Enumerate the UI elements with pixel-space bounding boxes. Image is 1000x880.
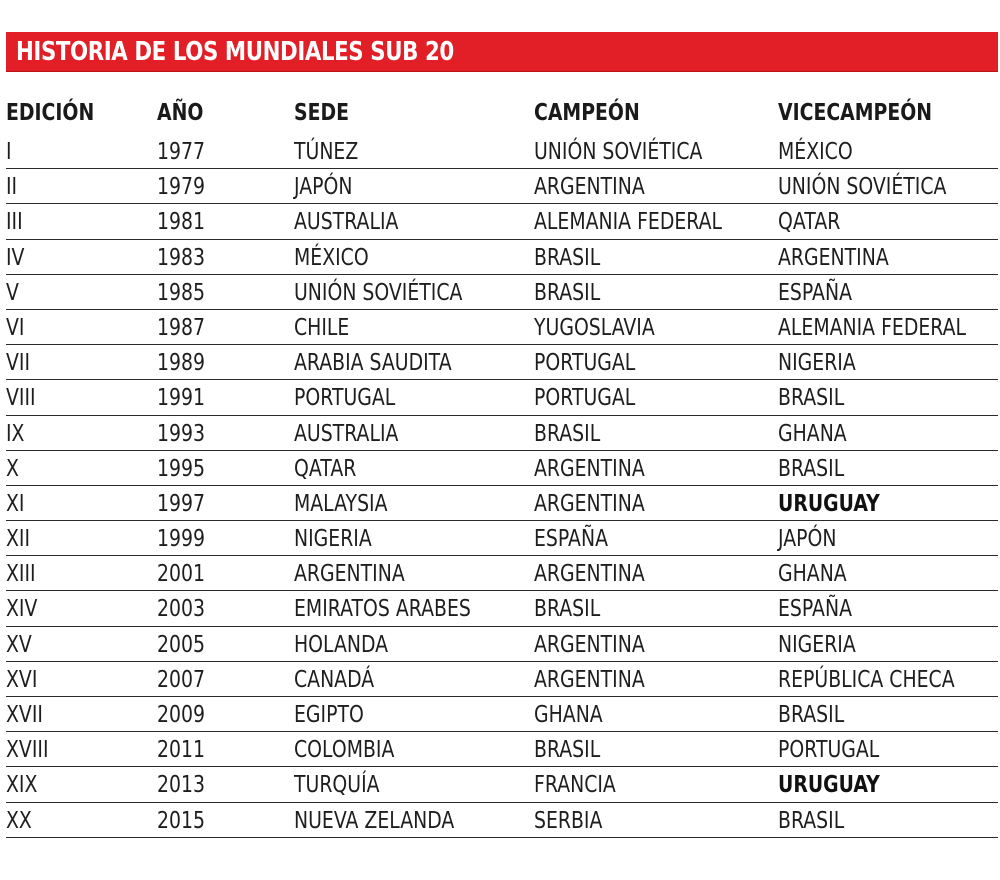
cell-anio: 1995 — [157, 455, 206, 482]
cell-campeon: BRASIL — [534, 420, 601, 447]
cell-vicecampeon: PORTUGAL — [778, 737, 880, 764]
cell-sede: EGIPTO — [294, 702, 364, 728]
table-body — [6, 134, 998, 838]
cell-sede: PORTUGAL — [294, 385, 396, 412]
table-row — [6, 803, 998, 838]
cell-anio: 2011 — [157, 737, 206, 764]
cell-campeon: ALEMANIA FEDERAL — [534, 209, 723, 236]
cell-campeon: BRASIL — [534, 244, 601, 271]
cell-campeon: ESPAÑA — [534, 526, 608, 553]
column-header-edicion: EDICIÓN — [6, 100, 95, 126]
cell-edicion: XVII — [6, 702, 43, 728]
cell-anio: 2001 — [157, 561, 206, 588]
table-row — [6, 732, 998, 767]
cell-anio: 2013 — [157, 772, 206, 799]
cell-anio: 2005 — [157, 631, 206, 658]
cell-campeon: PORTUGAL — [534, 350, 636, 377]
cell-anio: 1997 — [157, 490, 206, 517]
cell-sede: MALAYSIA — [294, 490, 388, 517]
cell-sede: QATAR — [294, 455, 357, 482]
cell-edicion: XVIII — [6, 737, 49, 764]
cell-edicion: XI — [6, 490, 25, 517]
cell-sede: CANADÁ — [294, 666, 375, 693]
cell-sede: NIGERIA — [294, 526, 372, 553]
cell-campeon: ARGENTINA — [534, 174, 645, 201]
table-row — [6, 591, 998, 626]
table-row — [6, 204, 998, 239]
cell-campeon: BRASIL — [534, 279, 601, 306]
cell-sede: COLOMBIA — [294, 737, 395, 764]
results-table — [6, 94, 998, 838]
cell-vicecampeon: GHANA — [778, 561, 847, 588]
cell-edicion: XIX — [6, 772, 38, 799]
cell-anio: 1985 — [157, 279, 206, 306]
cell-sede: MÉXICO — [294, 244, 369, 271]
cell-anio: 2007 — [157, 666, 206, 693]
table-row — [6, 486, 998, 521]
cell-edicion: XX — [6, 807, 32, 834]
table-row — [6, 556, 998, 591]
cell-anio: 1989 — [157, 350, 206, 377]
cell-edicion: XIV — [6, 596, 38, 623]
cell-anio: 1977 — [157, 139, 206, 165]
table-row — [6, 451, 998, 486]
table-row — [6, 416, 998, 451]
cell-edicion: II — [6, 174, 18, 201]
cell-edicion: VIII — [6, 385, 36, 412]
cell-edicion: XIII — [6, 561, 36, 588]
page-title: HISTORIA DE LOS MUNDIALES SUB 20 — [16, 37, 454, 67]
column-header-campeon: CAMPEÓN — [534, 100, 640, 126]
cell-vicecampeon: URUGUAY — [778, 772, 880, 799]
cell-vicecampeon: UNIÓN SOVIÉTICA — [778, 174, 947, 201]
cell-sede: ARGENTINA — [294, 561, 405, 588]
cell-anio: 1999 — [157, 526, 206, 553]
cell-vicecampeon: ESPAÑA — [778, 596, 852, 623]
table-row — [6, 275, 998, 310]
cell-campeon: YUGOSLAVIA — [534, 314, 655, 341]
cell-campeon: BRASIL — [534, 737, 601, 764]
cell-anio: 1983 — [157, 244, 206, 271]
table-row — [6, 240, 998, 275]
cell-campeon: BRASIL — [534, 596, 601, 623]
column-header-anio: AÑO — [157, 100, 204, 126]
column-header-sede: SEDE — [294, 100, 350, 126]
cell-campeon: GHANA — [534, 702, 603, 728]
cell-vicecampeon: BRASIL — [778, 702, 845, 728]
cell-anio: 1987 — [157, 314, 206, 341]
cell-sede: UNIÓN SOVIÉTICA — [294, 279, 463, 306]
cell-edicion: XII — [6, 526, 31, 553]
cell-vicecampeon: QATAR — [778, 209, 841, 236]
cell-campeon: SERBIA — [534, 807, 603, 834]
table-row — [6, 697, 998, 732]
cell-campeon: UNIÓN SOVIÉTICA — [534, 139, 703, 165]
cell-sede: NUEVA ZELANDA — [294, 807, 455, 834]
cell-sede: CHILE — [294, 314, 350, 341]
cell-anio: 2015 — [157, 807, 206, 834]
cell-vicecampeon: REPÚBLICA CHECA — [778, 666, 955, 693]
table-row — [6, 521, 998, 556]
cell-anio: 1981 — [157, 209, 206, 236]
cell-vicecampeon: ESPAÑA — [778, 279, 852, 306]
cell-vicecampeon: ARGENTINA — [778, 244, 889, 271]
cell-campeon: ARGENTINA — [534, 561, 645, 588]
cell-anio: 1979 — [157, 174, 206, 201]
cell-vicecampeon: NIGERIA — [778, 631, 856, 658]
cell-sede: TURQUÍA — [294, 772, 380, 799]
cell-vicecampeon: JAPÓN — [778, 526, 837, 553]
cell-edicion: III — [6, 209, 23, 236]
cell-edicion: VI — [6, 314, 25, 341]
table-row — [6, 345, 998, 380]
cell-vicecampeon: ALEMANIA FEDERAL — [778, 314, 967, 341]
cell-anio: 2003 — [157, 596, 206, 623]
cell-edicion: IV — [6, 244, 25, 271]
cell-campeon: FRANCIA — [534, 772, 616, 799]
cell-sede: EMIRATOS ARABES — [294, 596, 471, 623]
cell-edicion: V — [6, 279, 19, 306]
table-row — [6, 767, 998, 802]
cell-vicecampeon: BRASIL — [778, 455, 845, 482]
cell-sede: JAPÓN — [294, 174, 353, 201]
table-row — [6, 380, 998, 415]
cell-edicion: XV — [6, 631, 32, 658]
cell-edicion: IX — [6, 420, 25, 447]
cell-campeon: ARGENTINA — [534, 455, 645, 482]
cell-vicecampeon: BRASIL — [778, 385, 845, 412]
cell-vicecampeon: MÉXICO — [778, 139, 853, 165]
cell-vicecampeon: BRASIL — [778, 807, 845, 834]
cell-edicion: X — [6, 455, 19, 482]
cell-edicion: I — [6, 139, 12, 165]
cell-sede: AUSTRALIA — [294, 209, 399, 236]
table-row — [6, 662, 998, 697]
cell-sede: HOLANDA — [294, 631, 389, 658]
table-header — [6, 94, 998, 134]
cell-campeon: PORTUGAL — [534, 385, 636, 412]
table-row — [6, 627, 998, 662]
cell-vicecampeon: GHANA — [778, 420, 847, 447]
cell-anio: 1991 — [157, 385, 206, 412]
cell-vicecampeon: URUGUAY — [778, 490, 880, 517]
cell-campeon: ARGENTINA — [534, 666, 645, 693]
cell-sede: TÚNEZ — [294, 139, 359, 165]
table-row — [6, 169, 998, 204]
cell-sede: ARABIA SAUDITA — [294, 350, 452, 377]
cell-edicion: VII — [6, 350, 31, 377]
cell-edicion: XVI — [6, 666, 38, 693]
cell-vicecampeon: NIGERIA — [778, 350, 856, 377]
cell-sede: AUSTRALIA — [294, 420, 399, 447]
cell-campeon: ARGENTINA — [534, 631, 645, 658]
column-header-vicecampeon: VICECAMPEÓN — [778, 100, 933, 126]
table-row — [6, 134, 998, 169]
table-row — [6, 310, 998, 345]
cell-anio: 2009 — [157, 702, 206, 728]
cell-campeon: ARGENTINA — [534, 490, 645, 517]
cell-anio: 1993 — [157, 420, 206, 447]
title-banner — [6, 32, 998, 72]
